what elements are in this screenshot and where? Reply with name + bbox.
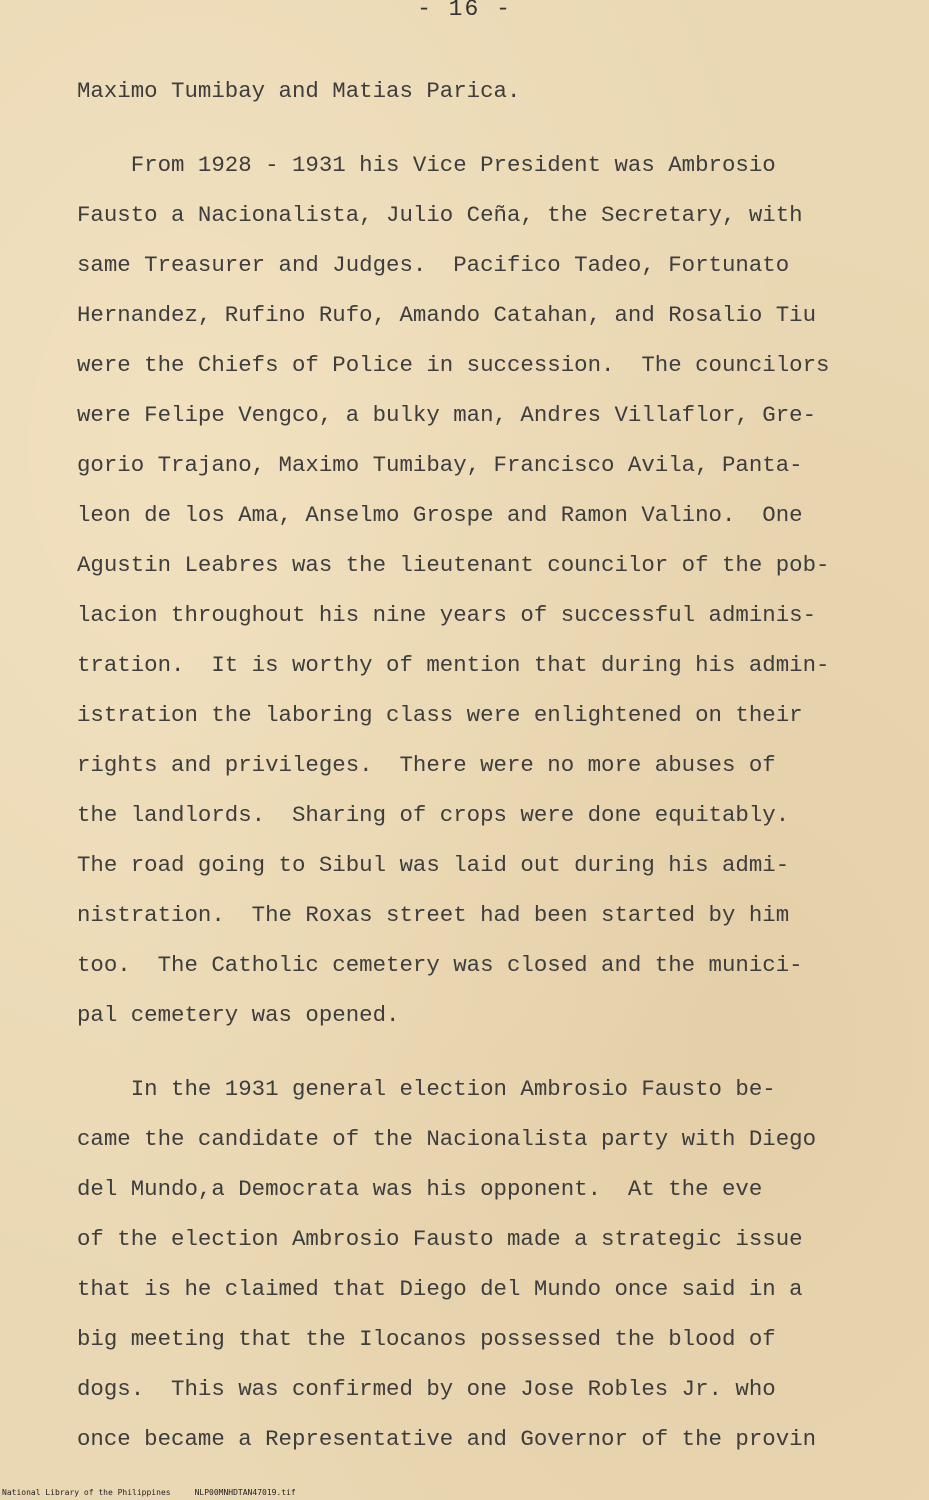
- text-line: same Treasurer and Judges. Pacifico Tadeo, Fortunato: [77, 252, 790, 278]
- scan-footer: [2, 1488, 320, 1497]
- text-line: were the Chiefs of Police in succession. The councilors: [77, 352, 830, 378]
- paragraph-1: [77, 66, 913, 116]
- text-line: were Felipe Vengco, a bulky man, Andres Villaflor, Gre-: [77, 402, 817, 428]
- text-line: nistration. The Roxas street had been started by him: [77, 902, 790, 928]
- paragraph-gap: [77, 116, 913, 140]
- text-line: leon de los Ama, Anselmo Grospe and Ramon Valino. One: [77, 502, 803, 528]
- text-line: Maximo Tumibay and Matias Parica.: [77, 78, 521, 104]
- text-line: Hernandez, Rufino Rufo, Amando Catahan, and Rosalio Tiu: [77, 302, 817, 328]
- text-line: the landlords. Sharing of crops were done equitably.: [77, 802, 790, 828]
- text-line: pal cemetery was opened.: [77, 1002, 400, 1028]
- paragraph-3: [77, 1064, 913, 1464]
- text-line: rights and privileges. There were no more abuses of: [77, 752, 776, 778]
- footer-filename: NLP00MNHDTAN47019.tif: [194, 1488, 296, 1497]
- text-line: too. The Catholic cemetery was closed and the munici-: [77, 952, 803, 978]
- text-line: From 1928 - 1931 his Vice President was Ambrosio: [77, 152, 776, 178]
- paragraph-gap: [77, 1040, 913, 1064]
- footer-library: National Library of the Philippines: [2, 1488, 171, 1497]
- text-line: big meeting that the Ilocanos possessed the blood of: [77, 1326, 776, 1352]
- text-line: that is he claimed that Diego del Mundo once said in a: [77, 1276, 803, 1302]
- text-line: of the election Ambrosio Fausto made a strategic issue: [77, 1226, 803, 1252]
- text-line: Fausto a Nacionalista, Julio Ceña, the Secretary, with: [77, 202, 803, 228]
- text-line: came the candidate of the Nacionalista party with Diego: [77, 1126, 817, 1152]
- body-text: [77, 66, 913, 1464]
- text-line: gorio Trajano, Maximo Tumibay, Francisco Avila, Panta-: [77, 452, 803, 478]
- text-line: istration the laboring class were enlightened on their: [77, 702, 803, 728]
- text-line: lacion throughout his nine years of successful adminis-: [77, 602, 817, 628]
- text-line: In the 1931 general election Ambrosio Fausto be-: [77, 1076, 776, 1102]
- page-number: - 16 -: [417, 0, 512, 22]
- text-line: once became a Representative and Governor of the provin: [77, 1426, 817, 1452]
- text-line: dogs. This was confirmed by one Jose Robles Jr. who: [77, 1376, 776, 1402]
- text-line: The road going to Sibul was laid out during his admi-: [77, 852, 790, 878]
- text-line: del Mundo,a Democrata was his opponent. At the eve: [77, 1176, 763, 1202]
- paragraph-2: [77, 140, 913, 1040]
- text-line: Agustin Leabres was the lieutenant councilor of the pob-: [77, 552, 830, 578]
- text-line: tration. It is worthy of mention that during his admin-: [77, 652, 830, 678]
